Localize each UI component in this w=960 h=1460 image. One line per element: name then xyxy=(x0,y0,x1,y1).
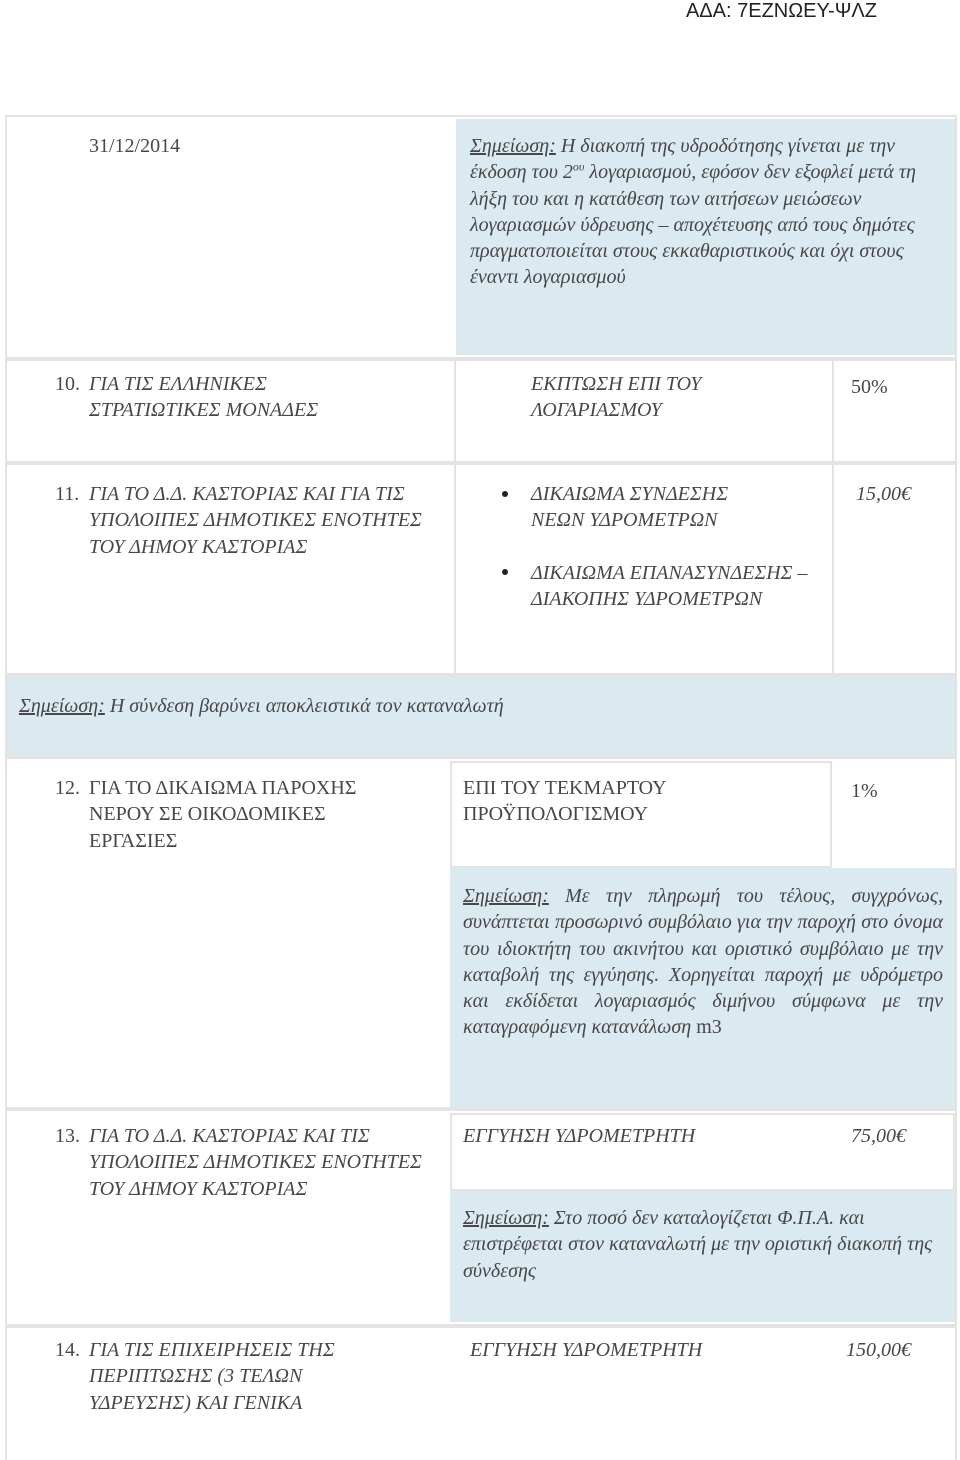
note-sup: ου xyxy=(572,159,585,174)
row13-note xyxy=(463,1205,938,1284)
row11-number: 11. xyxy=(55,483,80,505)
row12-number: 12. xyxy=(55,777,80,799)
note-unit: m3 xyxy=(691,1016,722,1039)
note-label: Σημείωση: xyxy=(470,135,556,157)
row11-bullet-2: ΔΙΚΑΙΩΜΑ ΕΠΑΝΑΣΥΝΔΕΣΗΣ – ΔΙΑΚΟΠΗΣ ΥΔΡΟΜΕΤΡΩΝ xyxy=(531,562,808,611)
note-label: Σημείωση: xyxy=(463,1207,549,1229)
row10-number: 10. xyxy=(55,373,80,395)
row14-description: ΕΓΓΥΗΣΗ ΥΔΡΟΜΕΤΡΗΤΗ xyxy=(470,1339,703,1361)
bullet-icon xyxy=(502,569,508,575)
row13-value: 75,00€ xyxy=(851,1125,906,1147)
note-text-cont: λογαριασμού, εφόσον δεν εξοφλεί μετά τη λήξη του και η κατάθεση των αιτήσεων μειώσεων λογαριασμών ύδρευσης – αποχέτευσης από τους δημότες πραγματοποιείται στους εκκαθαριστικούς και όχι στους έναντι λογαριασμού xyxy=(470,161,916,289)
row13-description: ΕΓΓΥΗΣΗ ΥΔΡΟΜΕΤΡΗΤΗ xyxy=(463,1125,696,1147)
row14-value: 150,00€ xyxy=(846,1339,911,1361)
note-text: Η διακοπή της υδροδότησης γίνεται με την έκδοση του 2 xyxy=(470,135,896,184)
row13-label: ΓΙΑ ΤΟ Δ.Δ. ΚΑΣΤΟΡΙΑΣ ΚΑΙ ΤΙΣ ΥΠΟΛΟΙΠΕΣ ΔΗΜΟΤΙΚΕΣ ΕΝΟΤΗΤΕΣ ΤΟΥ ΔΗΜΟΥ ΚΑΣΤΟΡΙΑΣ xyxy=(89,1125,422,1200)
note-label: Σημείωση: xyxy=(19,695,105,717)
row12-note xyxy=(463,883,943,1041)
note-label: Σημείωση: xyxy=(463,885,549,907)
row-top-note xyxy=(470,133,952,291)
row11-value: 15,00€ xyxy=(856,483,911,505)
row12-label: ΓΙΑ ΤΟ ΔΙΚΑΙΩΜΑ ΠΑΡΟΧΗΣ ΝΕΡΟΥ ΣΕ ΟΙΚΟΔΟΜΙΚΕΣ ΕΡΓΑΣΙΕΣ xyxy=(89,777,357,852)
row10-value: 50% xyxy=(851,376,888,398)
note-text: Με την πληρωμή του τέλους, συγχρόνως, συνάπτεται προσωρινό συμβόλαιο για την παροχή στο όνομα του ιδιοκτήτη του ακινήτου και οριστικό συμβόλαιο με την καταβολή της εγγύησης. Χορηγείται παροχή με υδρόμετρο και εκδίδεται λογαριασμός διμήνου σύμφωνα με την καταγραφόμενη κατανάλωση xyxy=(463,885,943,1039)
row10-label: ΓΙΑ ΤΙΣ ΕΛΛΗΝΙΚΕΣ ΣΤΡΑΤΙΩΤΙΚΕΣ ΜΟΝΑΔΕΣ xyxy=(89,373,319,422)
row12-description: ΕΠΙ ΤΟΥ ΤΕΚΜΑΡΤΟΥ ΠΡΟΫΠΟΛΟΓΙΣΜΟΥ xyxy=(463,777,666,826)
bullet-icon xyxy=(502,491,508,497)
row11-label: ΓΙΑ ΤΟ Δ.Δ. ΚΑΣΤΟΡΙΑΣ ΚΑΙ ΓΙΑ ΤΙΣ ΥΠΟΛΟΙΠΕΣ ΔΗΜΟΤΙΚΕΣ ΕΝΟΤΗΤΕΣ ΤΟΥ ΔΗΜΟΥ ΚΑΣΤΟΡΙΑΣ xyxy=(89,483,422,558)
row14-number: 14. xyxy=(55,1339,80,1361)
row11-bullet-1: ΔΙΚΑΙΩΜΑ ΣΥΝΔΕΣΗΣ ΝΕΩΝ ΥΔΡΟΜΕΤΡΩΝ xyxy=(531,483,729,532)
note-text: Στο ποσό δεν καταλογίζεται Φ.Π.Α. και επιστρέφεται στον καταναλωτή με την οριστική διακοπή της σύνδεσης xyxy=(463,1207,933,1282)
row14-label: ΓΙΑ ΤΙΣ ΕΠΙΧΕΙΡΗΣΕΙΣ ΤΗΣ ΠΕΡΙΠΤΩΣΗΣ (3 ΤΕΛΩΝ ΥΔΡΕΥΣΗΣ) ΚΑΙ ΓΕΝΙΚΑ xyxy=(89,1339,335,1414)
row-top-date: 31/12/2014 xyxy=(89,135,181,157)
row10-description: ΕΚΠΤΩΣΗ ΕΠΙ ΤΟΥ ΛΟΓΑΡΙΑΣΜΟΥ xyxy=(531,373,702,422)
row13-number: 13. xyxy=(55,1125,80,1147)
ada-code: ΑΔΑ: 7ΕΖΝΩΕΥ-ΨΛΖ xyxy=(685,0,877,22)
row11-note xyxy=(19,693,919,719)
note-text: Η σύνδεση βαρύνει αποκλειστικά τον καταναλωτή xyxy=(104,695,504,717)
row12-value: 1% xyxy=(851,780,878,802)
